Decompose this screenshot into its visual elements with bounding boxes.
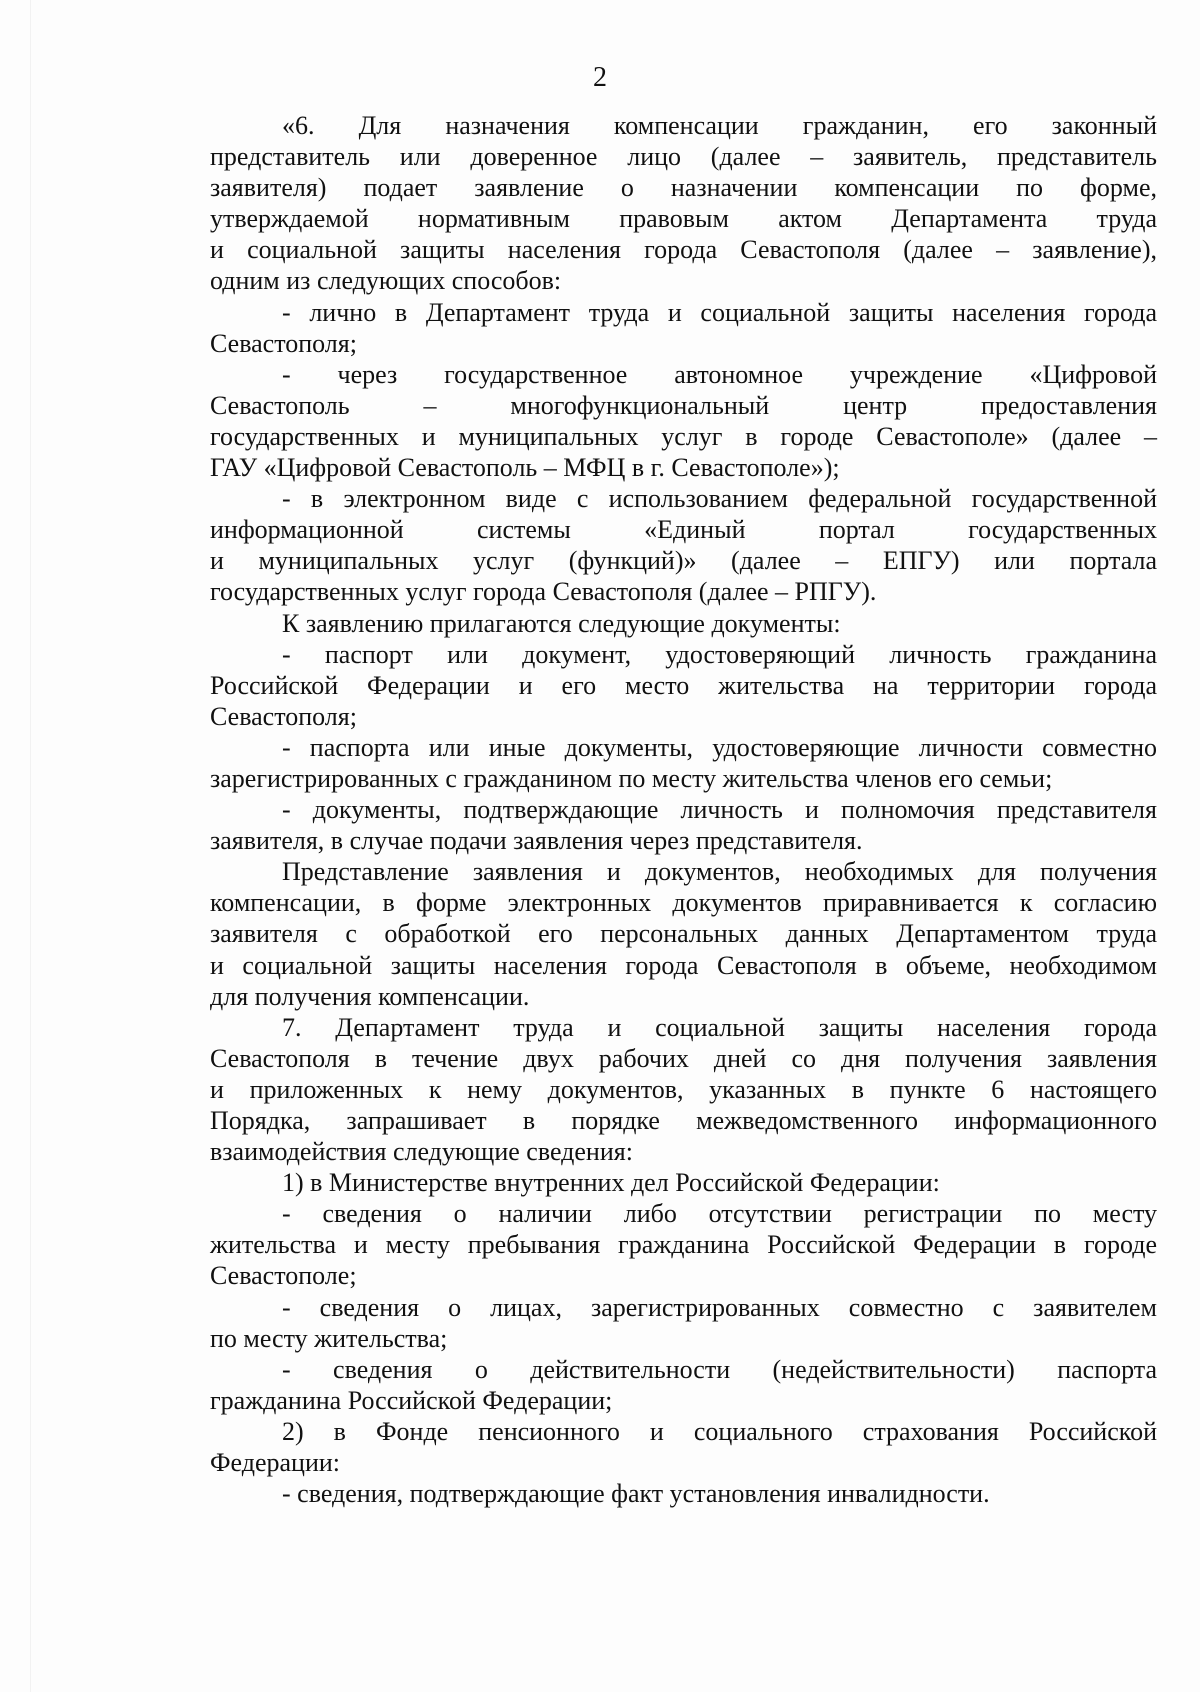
text-line: зарегистрированных с гражданином по месту жительства членов его семьи; <box>210 763 1053 793</box>
paragraph <box>210 639 1157 732</box>
text-line: Порядка, запрашивает в порядке межведомственного информационного <box>210 1106 1157 1135</box>
text-line: 1) в Министерстве внутренних дел Российской Федерации: <box>282 1168 940 1198</box>
text-line: гражданина Российской Федерации; <box>210 1385 613 1415</box>
text-line: по месту жительства; <box>210 1323 448 1353</box>
text-line: Севастополе; <box>210 1261 357 1291</box>
text-line: - в электронном виде с использованием федеральной государственной <box>282 484 1157 514</box>
text-line: Представление заявления и документов, необходимых для получения <box>282 857 1157 887</box>
text-line: Федерации: <box>210 1448 341 1478</box>
text-line: ГАУ «Цифровой Севастополь – МФЦ в г. Севастополе»); <box>210 453 840 483</box>
text-line: одним из следующих способов: <box>210 266 562 296</box>
paragraph <box>210 1354 1157 1416</box>
paragraph <box>210 1167 1157 1198</box>
text-line: - сведения о действительности (недействительности) паспорта <box>282 1354 1157 1384</box>
page-number: 2 <box>593 62 607 93</box>
text-line: 7. Департамент труда и социальной защиты населения города <box>282 1012 1157 1042</box>
text-line: - паспорта или иные документы, удостоверяющие личности совместно <box>282 732 1157 762</box>
text-line: - сведения о наличии либо отсутствии регистрации по месту <box>282 1199 1157 1229</box>
text-line: государственных услуг города Севастополя (далее – РПГУ). <box>210 577 877 607</box>
text-line: представитель или доверенное лицо (далее – заявитель, представитель <box>210 142 1157 172</box>
text-line: Севастополя; <box>210 328 357 358</box>
text-line: для получения компенсации. <box>210 981 530 1011</box>
text-line: Российской Федерации и его место жительства на территории города <box>210 670 1157 700</box>
paragraph <box>210 1292 1157 1354</box>
text-line: Севастополя; <box>210 701 357 731</box>
text-line: государственных и муниципальных услуг в городе Севастополе» (далее – <box>210 421 1157 451</box>
text-line: и социальной защиты населения города Севастополя в объеме, необходимом <box>210 950 1157 980</box>
text-line: «6. Для назначения компенсации гражданин, его законный <box>282 111 1157 140</box>
text-line: жительства и месту пребывания гражданина Российской Федерации в городе <box>210 1230 1157 1260</box>
paragraph <box>210 1012 1157 1167</box>
text-line: - документы, подтверждающие личность и полномочия представителя <box>282 795 1157 825</box>
text-line: заявителя, в случае подачи заявления через представителя. <box>210 826 863 856</box>
text-line: - сведения, подтверждающие факт установления инвалидности. <box>282 1479 990 1509</box>
text-line: заявителя) подает заявление о назначении компенсации по форме, <box>210 173 1157 203</box>
document-body <box>210 110 1157 1509</box>
text-line: компенсации, в форме электронных документов приравнивается к согласию <box>210 888 1157 918</box>
text-line: информационной системы «Единый портал государственных <box>210 515 1157 545</box>
text-line: и социальной защиты населения города Севастополя (далее – заявление), <box>210 235 1157 265</box>
paragraph <box>210 483 1157 607</box>
text-line: заявителя с обработкой его персональных данных Департаментом труда <box>210 919 1157 949</box>
paragraph <box>210 856 1157 1011</box>
paragraph <box>210 1478 1157 1509</box>
text-line: - паспорт или документ, удостоверяющий личность гражданина <box>282 639 1157 669</box>
text-line: 2) в Фонде пенсионного и социального страхования Российской <box>282 1416 1157 1446</box>
scan-edge <box>30 0 31 1692</box>
paragraph <box>210 297 1157 359</box>
paragraph <box>210 794 1157 856</box>
paragraph <box>210 608 1157 639</box>
paragraph <box>210 359 1157 483</box>
text-line: К заявлению прилагаются следующие документы: <box>282 608 841 638</box>
text-line: - сведения о лицах, зарегистрированных совместно с заявителем <box>282 1292 1157 1322</box>
paragraph <box>210 1198 1157 1291</box>
text-line: взаимодействия следующие сведения: <box>210 1137 633 1167</box>
text-line: утверждаемой нормативным правовым актом Департамента труда <box>210 204 1157 234</box>
text-line: и приложенных к нему документов, указанных в пункте 6 настоящего <box>210 1074 1157 1104</box>
paragraph <box>210 110 1157 297</box>
text-line: - лично в Департамент труда и социальной защиты населения города <box>282 297 1157 327</box>
text-line: Севастополя в течение двух рабочих дней со дня получения заявления <box>210 1043 1157 1073</box>
text-line: Севастополь – многофункциональный центр предоставления <box>210 390 1157 420</box>
text-line: и муниципальных услуг (функций)» (далее – ЕПГУ) или портала <box>210 546 1157 576</box>
paragraph <box>210 732 1157 794</box>
paragraph <box>210 1416 1157 1478</box>
text-line: - через государственное автономное учреждение «Цифровой <box>282 359 1157 389</box>
